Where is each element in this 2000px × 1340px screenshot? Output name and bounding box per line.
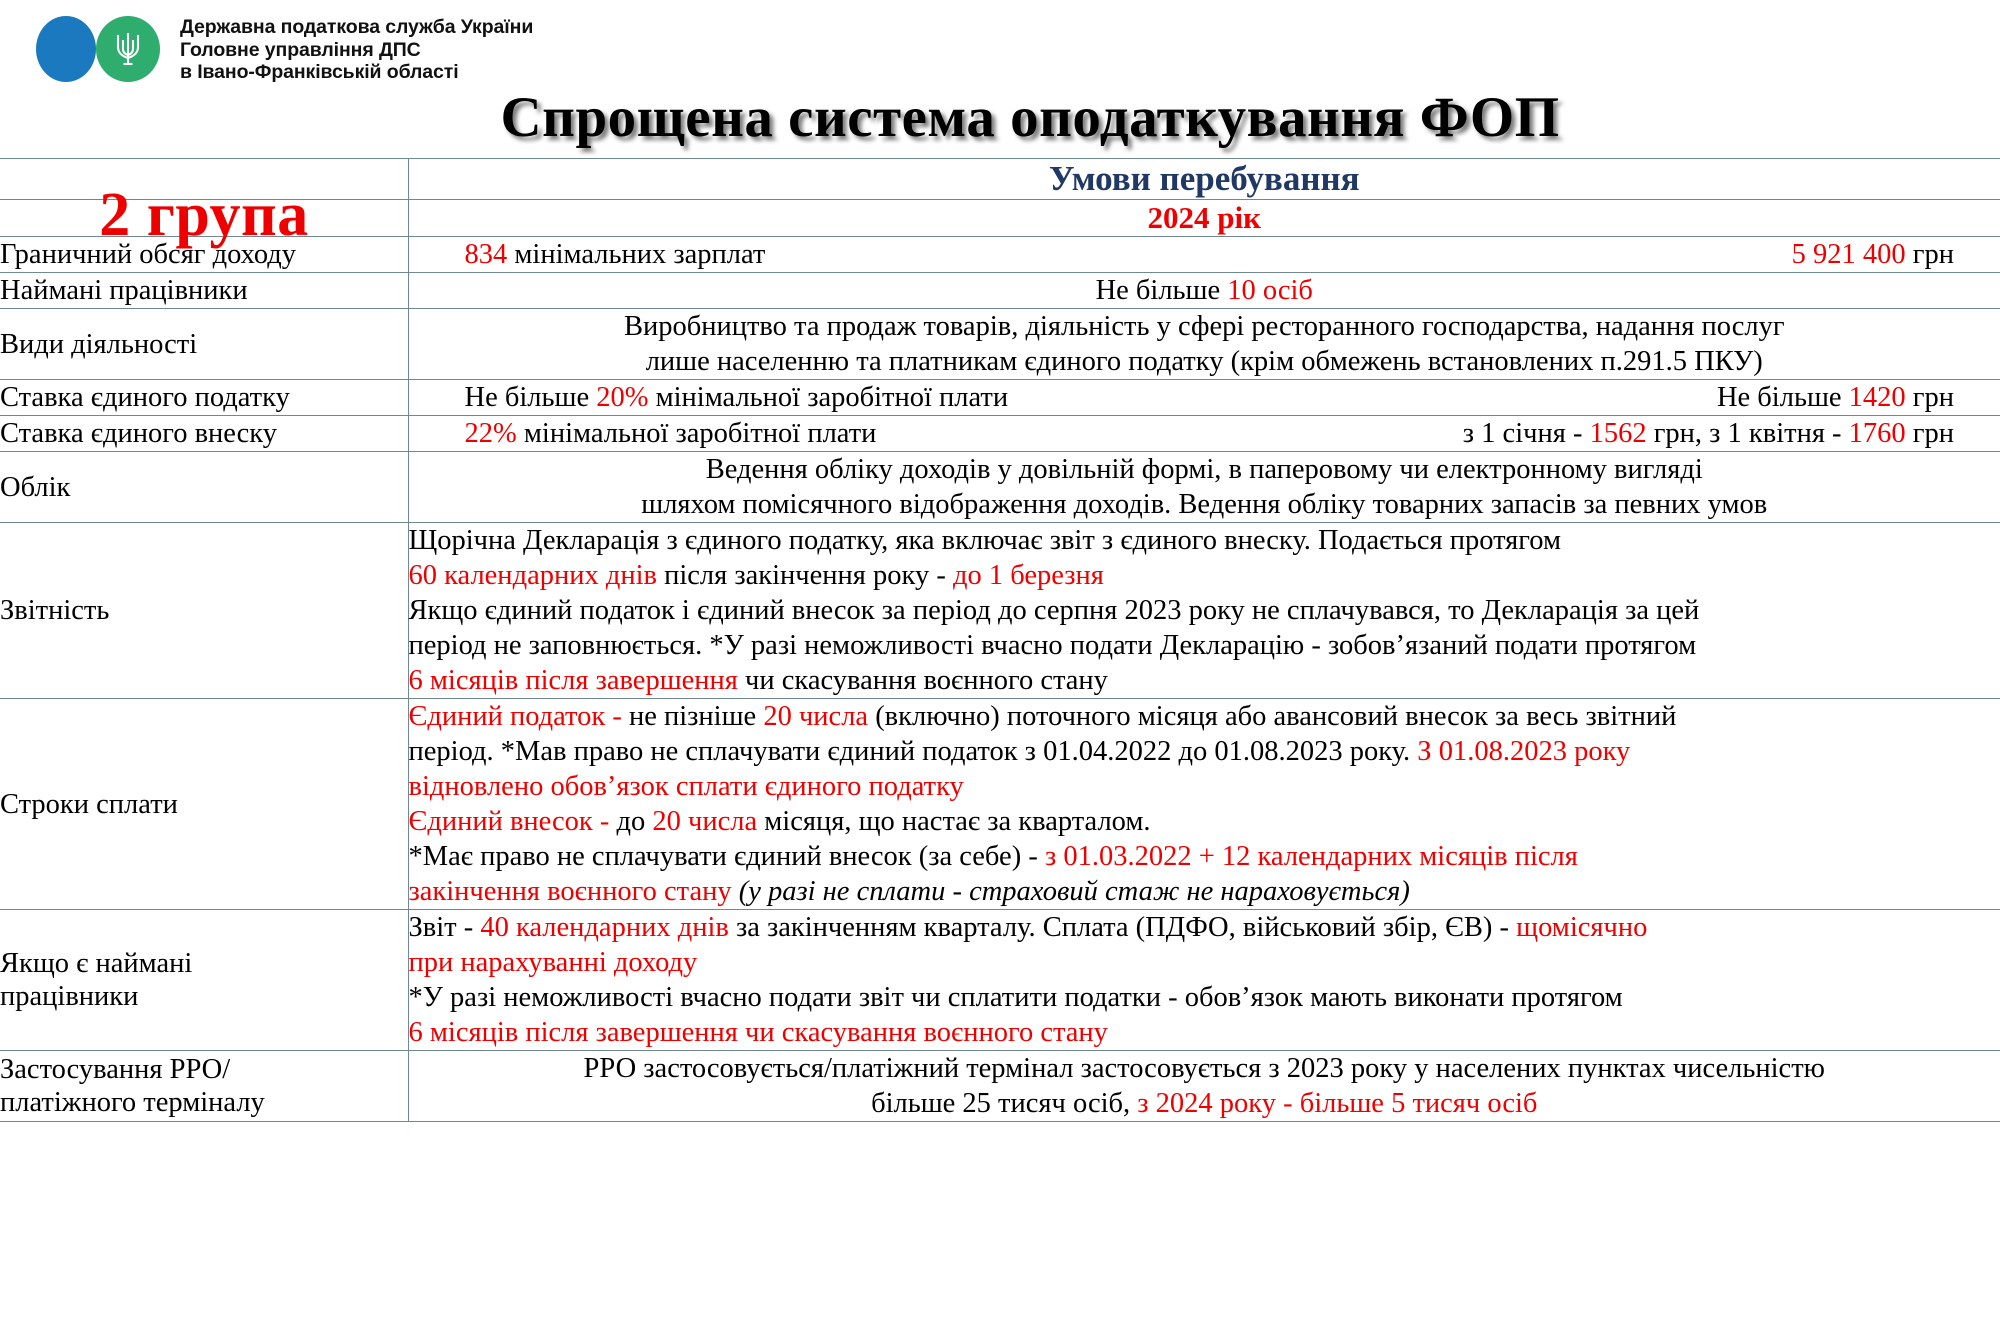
table-row-social-rate	[0, 416, 2000, 452]
logo-blue-ellipse-icon	[36, 16, 96, 82]
dps-logo	[30, 10, 180, 82]
accounting-line-2: шляхом помісячного відображення доходів. Ведення обліку товарних запасів за певних умов	[641, 489, 1768, 520]
organization-name	[180, 10, 533, 84]
hired-staff-label-line-1: Якщо є наймані	[0, 948, 193, 979]
row-value-hired-staff	[408, 910, 2000, 1051]
activities-line-1: Виробництво та продаж товарів, діяльність у сфері ресторанного господарства, надання послуг	[623, 311, 1785, 342]
table-row-accounting	[0, 452, 2000, 523]
row-value-rro	[408, 1051, 2000, 1122]
row-label-social-rate: Ставка єдиного внеску	[0, 416, 408, 452]
row-label-tax-rate: Ставка єдиного податку	[0, 380, 408, 416]
income-limit-right: 5 921 400 грн	[1791, 239, 1954, 270]
row-label-employees: Наймані працівники	[0, 273, 408, 309]
rro-label-line-2: платіжного терміналу	[0, 1087, 265, 1118]
table-row-tax-rate	[0, 380, 2000, 416]
org-line-3: в Івано-Франківській області	[180, 61, 459, 83]
org-line-2: Головне управління ДПС	[180, 38, 421, 61]
row-value-social-rate	[408, 416, 2000, 452]
hired-staff-line-3: *У разі неможливості вчасно подати звіт чи сплатити податки - обов’язок мають виконати протягом	[408, 982, 1623, 1013]
row-label-payment-deadlines: Строки сплати	[0, 699, 408, 910]
tax-rate-right: Не більше 1420 грн	[1716, 382, 1954, 413]
org-line-1: Державна податкова служба України	[180, 16, 534, 38]
deadline-social-line-2: *Має право не сплачувати єдиний внесок (за себе) - з 01.03.2022 + 12 календарних місяців після	[408, 841, 1578, 872]
row-value-reporting	[408, 523, 2000, 699]
page-title: Спрощена система оподаткування ФОП	[500, 86, 1560, 149]
conditions-table	[0, 158, 2000, 1122]
row-value-activities	[408, 309, 2000, 380]
accounting-line-1: Ведення обліку доходів у довільній формі, в паперовому чи електронному вигляді	[705, 454, 1703, 485]
table-row-rro	[0, 1051, 2000, 1122]
social-rate-right: з 1 січня - 1562 грн, з 1 квітня - 1760 грн	[1462, 418, 1954, 449]
row-label-hired-staff	[0, 910, 408, 1051]
reporting-line-4: період не заповнюється. *У разі неможливості вчасно подати Декларацію - зобов’язаний подати протягом	[408, 630, 1697, 661]
row-value-income-limit	[408, 237, 2000, 273]
deadline-social-line-1: Єдиний внесок - до 20 числа місяця, що настає за кварталом.	[408, 806, 1151, 837]
deadline-tax-line-2: період. *Мав право не сплачувати єдиний податок з 01.04.2022 до 01.08.2023 року. З 01.08.2023 року	[408, 736, 1631, 767]
deadline-tax-line-1: Єдиний податок - не пізніше 20 числа (включно) поточного місяця або авансовий внесок за весь звітний	[408, 701, 1677, 732]
reporting-line-5: 6 місяців після завершення чи скасування воєнного стану	[408, 665, 1108, 696]
year-header: 2024 рік	[408, 200, 2000, 237]
rro-line-2: більше 25 тисяч осіб, з 2024 року - більше 5 тисяч осіб	[871, 1088, 1538, 1119]
deadline-social-line-3: закінчення воєнного стану (у разі не сплати - страховий стаж не нараховується)	[408, 876, 1410, 907]
ukrainian-trident-icon	[114, 27, 142, 71]
hired-staff-line-2: при нарахуванні доходу	[408, 947, 698, 978]
income-limit-left: 834 мінімальних зарплат	[464, 239, 766, 270]
reporting-line-2: 60 календарних днів після закінчення року - до 1 березня	[408, 560, 1104, 591]
group-badge: 2 група	[99, 181, 309, 249]
document-header	[0, 0, 2000, 82]
reporting-line-1: Щорічна Декларація з єдиного податку, яка включає звіт з єдиного внеску. Подається протягом	[408, 525, 1561, 556]
row-label-income-limit: Граничний обсяг доходу	[0, 237, 408, 273]
table-row-employees	[0, 273, 2000, 309]
row-label-reporting: Звітність	[0, 523, 408, 699]
deadline-tax-line-3: відновлено обов’язок сплати єдиного податку	[408, 771, 964, 802]
row-value-employees: Не більше 10 осіб	[408, 273, 2000, 309]
content-sheet	[0, 158, 2000, 1122]
conditions-header: Умови перебування	[408, 159, 2000, 200]
row-value-accounting	[408, 452, 2000, 523]
table-row-payment-deadlines	[0, 699, 2000, 910]
row-label-accounting: Облік	[0, 452, 408, 523]
table-row-reporting	[0, 523, 2000, 699]
tax-rate-left: Не більше 20% мінімальної заробітної плати	[464, 382, 1009, 413]
row-label-activities: Види діяльності	[0, 309, 408, 380]
table-row-activities	[0, 309, 2000, 380]
row-value-tax-rate	[408, 380, 2000, 416]
row-value-payment-deadlines	[408, 699, 2000, 910]
hired-staff-label-line-2: працівники	[0, 981, 139, 1012]
reporting-line-3: Якщо єдиний податок і єдиний внесок за період до серпня 2023 року не сплачувався, то Декларація за цей	[408, 595, 1700, 626]
rro-line-1: РРО застосовується/платіжний термінал застосовується з 2023 року у населених пунктах чисельністю	[583, 1053, 1825, 1084]
row-label-rro	[0, 1051, 408, 1122]
table-row-hired-staff	[0, 910, 2000, 1051]
rro-label-line-1: Застосування РРО/	[0, 1054, 231, 1085]
activities-line-2: лише населенню та платникам єдиного податку (крім обмежень встановлених п.291.5 ПКУ)	[645, 346, 1763, 377]
hired-staff-line-1: Звіт - 40 календарних днів за закінченням кварталу. Сплата (ПДФО, військовий збір, ЄВ) - щомісячно	[408, 912, 1648, 943]
hired-staff-line-4: 6 місяців після завершення чи скасування воєнного стану	[408, 1017, 1108, 1048]
social-rate-left: 22% мінімальної заробітної плати	[464, 418, 877, 449]
